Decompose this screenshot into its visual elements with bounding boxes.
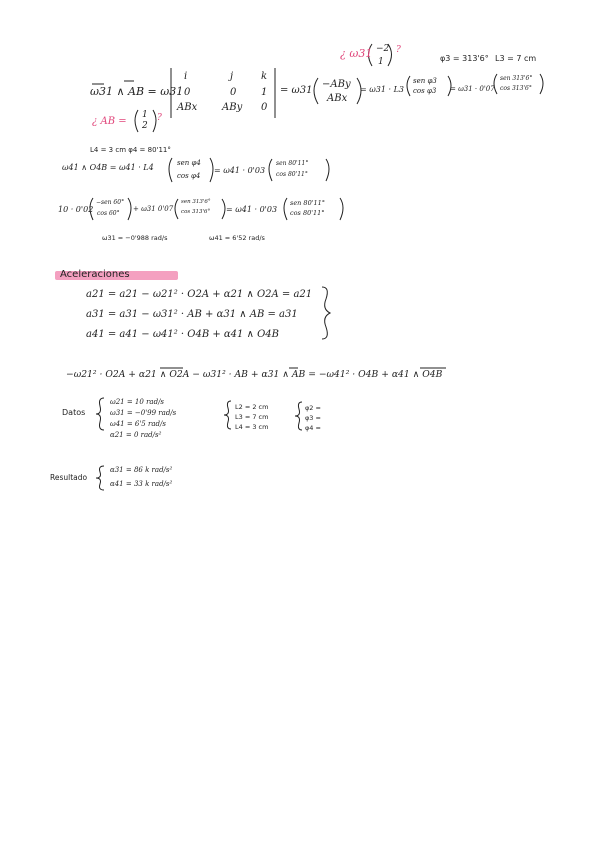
L4-phi4: L4 = 3 cm φ4 = 80'11° [90,146,171,154]
dato-phi4: φ4 = [305,424,321,432]
eq-w41-003b: = ω41 · 0'03 [226,205,278,214]
dato-L3: L3 = 7 cm [235,413,269,421]
omega-vector-top: −2 [376,44,390,54]
cross-product-lhs: ω31 ∧ AB = ω31 [90,85,184,98]
w41-cross-lhs: ω41 ∧ O4B = ω41 · L4 [62,163,154,172]
dato-L2: L2 = 2 cm [235,403,269,411]
omega-vector-bottom: 1 [378,57,384,67]
vec-minus-aby: −ABy [322,79,351,90]
eq-lhs-10: 10 · 0'02 [58,205,94,214]
ab-bottom: 2 [142,121,148,131]
dato-w21: ω21 = 10 rad/s [110,398,165,406]
acc-line-1: a21 = a21 − ω21² · O2A + α21 ∧ O2A = a21 [86,289,313,300]
det-i: i [184,71,188,82]
vec-abx: ABx [327,93,348,104]
eq-w41-003: = ω41 · 0'03 [214,166,266,175]
w41-result: ω41 = 6'52 rad/s [209,234,265,242]
sen-phi4: sen φ4 [177,159,201,167]
eq-omega31: = ω31 [280,85,313,96]
result-a31: α31 = 86 k rad/s² [110,466,173,474]
cos-8011: cos 80'11° [276,171,308,178]
minus-sen60: −sen 60° [96,199,125,206]
question-mark-1: ? [396,45,401,55]
dato-a21: α21 = 0 rad/s² [110,431,162,439]
ab-question: ¿ AB = [92,116,127,127]
dato-phi3: φ3 = [305,414,321,422]
phi3-value: φ3 = 313'6° [440,54,489,63]
sen-313: sen 313'6° [500,75,533,82]
cos-phi4: cos φ4 [177,172,201,180]
acc-heading: Aceleraciones [60,269,130,280]
plus-w31-007: + ω31 0'07 [133,205,174,213]
cos-313: cos 313'6° [500,85,532,92]
datos-label: Datos [62,408,86,417]
acc-combined: −ω21² · O2A + α21 ∧ O2A − ω31² · AB + α31 ∧ AB = −ω41² · O4B + α41 ∧ O4B [66,369,443,380]
result-a41: α41 = 33 k rad/s² [110,480,173,488]
w31-result: ω31 = −0'988 rad/s [102,234,168,242]
question-mark-2: ? [157,113,162,123]
sen-phi3: sen φ3 [413,77,437,85]
sen-8011: sen 80'11° [276,160,309,167]
det-k: k [261,71,268,82]
det-j: j [230,71,234,82]
eq-w31-007: = ω31 · 0'07 [450,85,495,93]
resultado-label: Resultado [50,473,88,482]
cos-8011b: cos 80'11° [290,209,325,217]
omega-question: ¿ ω31 [340,47,373,60]
L3-value: L3 = 7 cm [495,54,537,63]
cos-3136: cos 313'6° [181,209,211,215]
acc-line-2: a31 = a31 − ω31² · AB + α31 ∧ AB = a31 [86,309,298,320]
det-r3c3: 0 [261,102,268,113]
det-r2c3: 1 [261,87,268,98]
dato-phi2: φ2 = [305,404,321,412]
det-r3c1: ABx [177,102,198,113]
det-r2c2: 0 [230,87,237,98]
cos-phi3: cos φ3 [413,87,437,95]
dato-L4: L4 = 3 cm [235,423,269,431]
sen-3136: sen 313'6° [181,199,211,205]
cos60: cos 60° [97,210,120,217]
dato-w41: ω41 = 6'5 rad/s [110,420,166,428]
dato-w31: ω31 = −0'99 rad/s [110,409,177,417]
sen-8011b: sen 80'11° [290,199,326,207]
det-r2c1: 0 [184,87,191,98]
acc-line-3: a41 = a41 − ω41² · O4B + α41 ∧ O4B [86,329,279,340]
det-r3c2: ABy [222,102,243,113]
ab-top: 1 [142,110,148,120]
eq-w31-L3: = ω31 · L3 [360,85,404,94]
